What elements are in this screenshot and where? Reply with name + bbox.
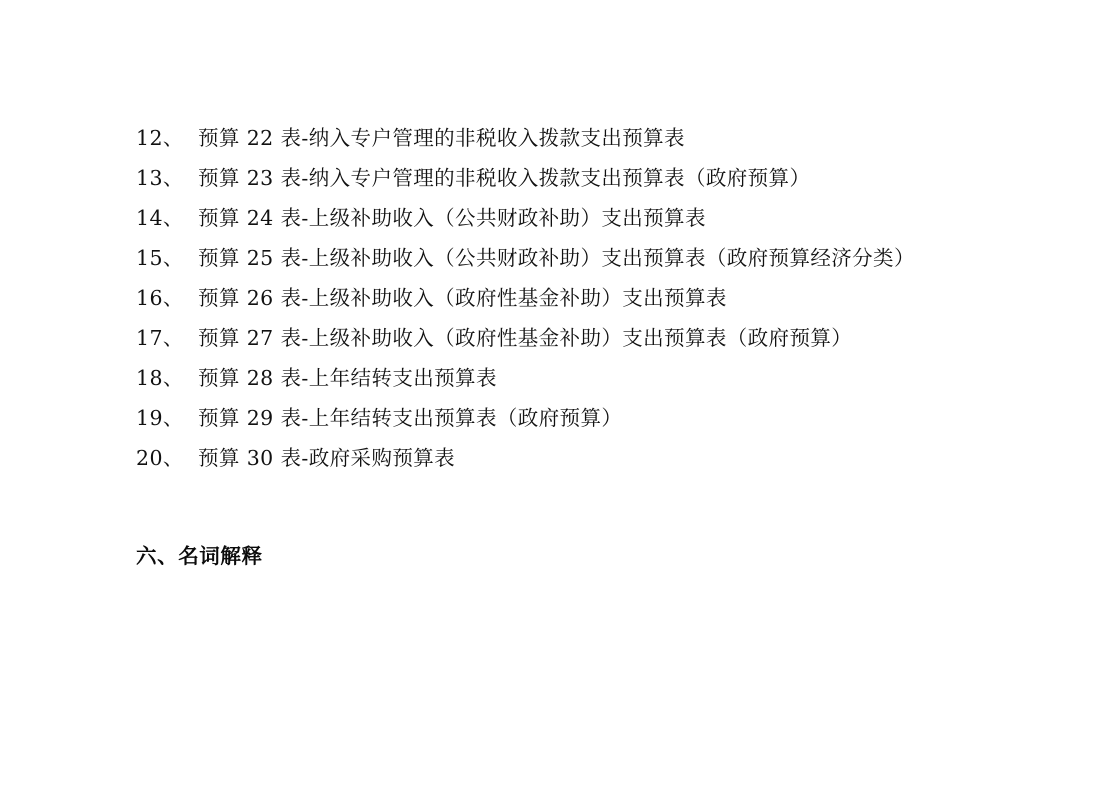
list-item-label: 预算 30 表-政府采购预算表 — [198, 446, 456, 470]
list-item-label: 预算 28 表-上年结转支出预算表 — [198, 366, 497, 390]
list-item-number: 12、 — [136, 126, 184, 150]
list-item-number: 13、 — [136, 166, 184, 190]
list-item-number: 15、 — [136, 246, 184, 270]
list-item — [136, 238, 998, 278]
list-item — [136, 158, 998, 198]
list-item — [136, 438, 998, 478]
list-item-label: 预算 24 表-上级补助收入（公共财政补助）支出预算表 — [198, 206, 706, 230]
list-item-label: 预算 26 表-上级补助收入（政府性基金补助）支出预算表 — [198, 286, 727, 310]
list-item — [136, 358, 998, 398]
list-item-number: 18、 — [136, 366, 184, 390]
list-item-number: 17、 — [136, 326, 184, 350]
list-item — [136, 198, 998, 238]
list-item — [136, 398, 998, 438]
section-heading: 六、名词解释 — [136, 544, 263, 568]
list-item — [136, 118, 998, 158]
list-item-number: 16、 — [136, 286, 184, 310]
list-item-label: 预算 22 表-纳入专户管理的非税收入拨款支出预算表 — [198, 126, 685, 150]
list-item-label: 预算 27 表-上级补助收入（政府性基金补助）支出预算表（政府预算） — [198, 326, 853, 350]
list-item — [136, 278, 998, 318]
list-item-number: 20、 — [136, 446, 184, 470]
list-item-label: 预算 25 表-上级补助收入（公共财政补助）支出预算表（政府预算经济分类） — [198, 246, 915, 270]
budget-table-list — [136, 118, 998, 478]
list-item-number: 14、 — [136, 206, 184, 230]
list-item-number: 19、 — [136, 406, 184, 430]
list-item — [136, 318, 998, 358]
list-item-label: 预算 29 表-上年结转支出预算表（政府预算） — [198, 406, 623, 430]
list-item-label: 预算 23 表-纳入专户管理的非税收入拨款支出预算表（政府预算） — [198, 166, 811, 190]
